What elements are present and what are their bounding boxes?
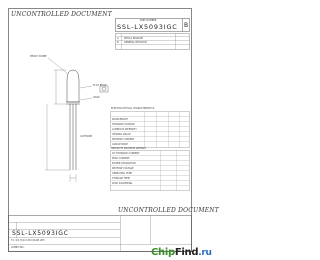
ratings-row-param: REVERSE VOLTAGE — [112, 166, 134, 170]
watermark-find: Find — [174, 247, 199, 258]
ratings-row-param: PEAK CURRENT — [112, 156, 130, 160]
rev-row-letter: B — [117, 41, 119, 44]
specs-row-param: WAVELENGTH — [112, 117, 128, 121]
ratings-row-param: STORAGE TEMP — [112, 176, 130, 180]
specs-row-param: FORWARD VOLTAGE — [112, 122, 135, 126]
specs-row-param: LUMINOUS INTENSITY — [112, 127, 137, 131]
specs-row-param: REVERSE CURRENT — [112, 137, 135, 141]
watermark-ru: .ru — [198, 248, 212, 258]
specs-table-title: ELECTRO-OPTICAL CHARACTERISTICS — [111, 107, 155, 110]
uncontrolled-document-label: UNCONTROLLED DOCUMENT — [11, 11, 112, 18]
part-number: SSL-LX5093IGC — [117, 23, 178, 31]
rev-row-text: GENERAL REVISION — [124, 41, 147, 44]
callout-epoxy: EPOXY DOME — [30, 55, 47, 58]
chipfind-watermark-logo — [151, 247, 212, 258]
ratings-row-param: OPERATING TEMP — [112, 171, 133, 175]
title-block-company: LUMEX INC. — [11, 246, 25, 249]
uncontrolled-document-label-bottom: UNCONTROLLED DOCUMENT — [118, 207, 219, 214]
ratings-row-param: POWER DISSIPATION — [112, 161, 136, 165]
rev-row-text: INITIAL RELEASE — [124, 37, 143, 40]
part-number-caption: PART NUMBER — [140, 19, 157, 22]
callout-lead: LEAD — [93, 96, 100, 99]
ratings-row-param: DC FORWARD CURRENT — [112, 151, 140, 155]
specs-row-param: CAPACITANCE — [112, 142, 128, 146]
revision-letter: B — [184, 22, 189, 29]
watermark-chip: Chip — [151, 247, 175, 258]
title-block-description: T-1 3/4 (5mm) BI-COLOR LED — [11, 239, 45, 242]
title-block-part-number: SSL-LX5093IGC — [12, 230, 69, 237]
rev-row-letter: A — [117, 37, 119, 40]
callout-flat-edge: FLAT EDGE — [93, 84, 107, 87]
ratings-row-param: LEAD SOLDERING — [112, 181, 133, 185]
callout-cathode: CATHODE — [80, 135, 93, 138]
ratings-table-title: ABSOLUTE MAXIMUM RATINGS — [111, 146, 146, 150]
specs-row-param: VIEWING ANGLE — [112, 132, 131, 136]
